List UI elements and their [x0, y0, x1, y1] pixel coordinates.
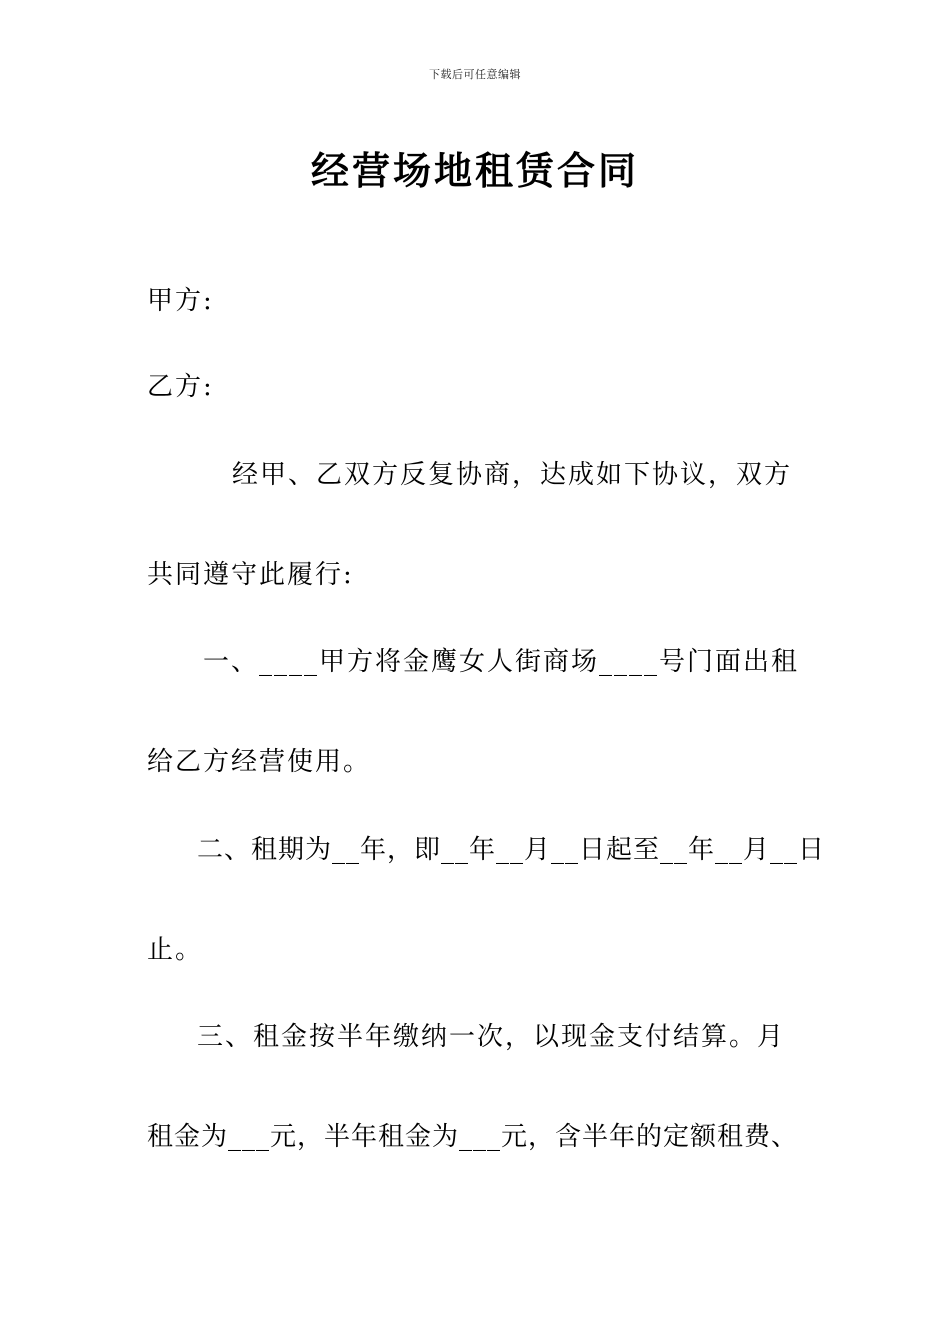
clause-3-line-2: 租金为___元，半年租金为___元，含半年的定额租费、: [147, 1122, 799, 1152]
clause-1-line-1: 一、____甲方将金鹰女人街商场____号门面出租: [203, 647, 800, 677]
intro-paragraph-line-1: 经甲、乙双方反复协商，达成如下协议，双方: [232, 460, 793, 490]
clause-2-line-1: 二、租期为__年，即__年__月__日起至__年__月__日: [197, 835, 826, 865]
page-header-note: 下载后可任意编辑: [429, 68, 521, 81]
party-a-label: 甲方:: [147, 286, 214, 316]
clause-3-line-1: 三、租金按半年缴纳一次，以现金支付结算。月: [197, 1022, 786, 1052]
clause-2-line-2: 止。: [147, 935, 204, 965]
intro-paragraph-line-2: 共同遵守此履行:: [147, 560, 354, 590]
party-b-label: 乙方:: [147, 372, 214, 402]
clause-1-line-2: 给乙方经营使用。: [147, 747, 372, 777]
document-title: 经营场地租赁合同: [310, 148, 639, 193]
